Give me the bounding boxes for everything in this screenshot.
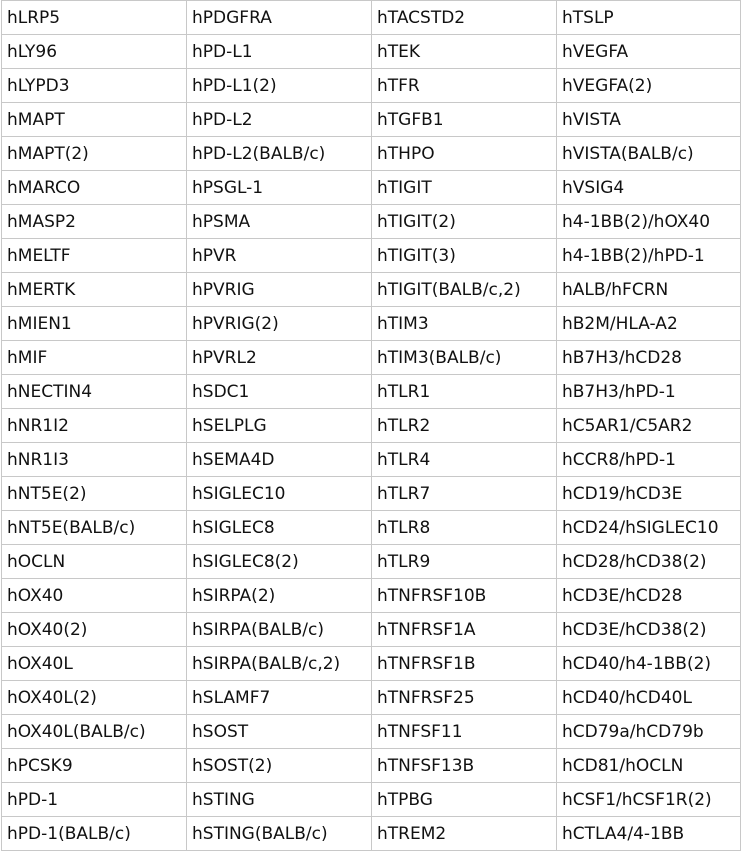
table-row [2,681,741,715]
table-cell: hTHPO [372,137,557,171]
table-row [2,69,741,103]
gene-table [1,0,741,851]
table-cell: hSIGLEC8 [187,511,372,545]
table-cell: hTIGIT(BALB/c,2) [372,273,557,307]
table-row [2,307,741,341]
table-cell: hTIGIT [372,171,557,205]
table-cell: hCD24/hSIGLEC10 [557,511,741,545]
table-cell: hTNFSF11 [372,715,557,749]
table-cell: hLRP5 [2,1,187,35]
table-cell: hPD-L1 [187,35,372,69]
table-row [2,749,741,783]
table-cell: hNT5E(2) [2,477,187,511]
table-row [2,341,741,375]
table-row [2,205,741,239]
table-cell: hCD3E/hCD28 [557,579,741,613]
table-cell: hTNFSF13B [372,749,557,783]
table-cell: hTLR9 [372,545,557,579]
table-row [2,715,741,749]
table-cell: hSTING(BALB/c) [187,817,372,851]
table-cell: hSIRPA(BALB/c,2) [187,647,372,681]
table-cell: hSOST [187,715,372,749]
table-cell: hTNFRSF1B [372,647,557,681]
table-cell: hSIGLEC10 [187,477,372,511]
table-cell: hOX40(2) [2,613,187,647]
table-row [2,545,741,579]
table-cell: hTNFRSF25 [372,681,557,715]
table-cell: hSOST(2) [187,749,372,783]
table-cell: hCD3E/hCD38(2) [557,613,741,647]
table-cell: hPSGL-1 [187,171,372,205]
table-cell: hCCR8/hPD-1 [557,443,741,477]
table-cell: hTLR1 [372,375,557,409]
table-cell: hTPBG [372,783,557,817]
table-cell: hPD-L2(BALB/c) [187,137,372,171]
table-cell: hVISTA(BALB/c) [557,137,741,171]
table-cell: hPVRIG [187,273,372,307]
table-cell: hCD28/hCD38(2) [557,545,741,579]
table-cell: hOX40 [2,579,187,613]
table-cell: hMAPT [2,103,187,137]
table-cell: hLY96 [2,35,187,69]
table-row [2,647,741,681]
table-cell: hTIGIT(2) [372,205,557,239]
table-cell: hLYPD3 [2,69,187,103]
table-cell: hTFR [372,69,557,103]
table-cell: hSEMA4D [187,443,372,477]
table-cell: hMAPT(2) [2,137,187,171]
table-cell: hTGFB1 [372,103,557,137]
table-cell: hMELTF [2,239,187,273]
table-cell: hCD79a/hCD79b [557,715,741,749]
table-cell: hPSMA [187,205,372,239]
table-cell: hMERTK [2,273,187,307]
table-cell: hB7H3/hCD28 [557,341,741,375]
table-row [2,273,741,307]
table-cell: hPCSK9 [2,749,187,783]
table-cell: hMIEN1 [2,307,187,341]
table-cell: h4-1BB(2)/hPD-1 [557,239,741,273]
table-cell: hOCLN [2,545,187,579]
table-row [2,511,741,545]
gene-table-body [2,1,741,851]
table-cell: hNR1I3 [2,443,187,477]
table-cell: hVEGFA(2) [557,69,741,103]
table-cell: hCSF1/hCSF1R(2) [557,783,741,817]
table-cell: hSIRPA(BALB/c) [187,613,372,647]
table-cell: hPDGFRA [187,1,372,35]
table-cell: hSIGLEC8(2) [187,545,372,579]
table-cell: hTLR2 [372,409,557,443]
table-cell: hSELPLG [187,409,372,443]
table-row [2,171,741,205]
table-cell: hB2M/HLA-A2 [557,307,741,341]
table-cell: hSIRPA(2) [187,579,372,613]
table-cell: hPD-L1(2) [187,69,372,103]
table-cell: hOX40L(2) [2,681,187,715]
table-cell: hTREM2 [372,817,557,851]
table-cell: hCD40/hCD40L [557,681,741,715]
table-cell: hNT5E(BALB/c) [2,511,187,545]
table-cell: hOX40L(BALB/c) [2,715,187,749]
table-cell: hTLR7 [372,477,557,511]
table-cell: hTACSTD2 [372,1,557,35]
table-cell: hTIM3 [372,307,557,341]
table-cell: hMASP2 [2,205,187,239]
table-cell: hVSIG4 [557,171,741,205]
table-cell: hTSLP [557,1,741,35]
table-cell: hPD-L2 [187,103,372,137]
table-row [2,375,741,409]
table-row [2,477,741,511]
table-row [2,579,741,613]
table-row [2,409,741,443]
table-cell: hVEGFA [557,35,741,69]
table-cell: hPVRIG(2) [187,307,372,341]
table-cell: hNECTIN4 [2,375,187,409]
table-row [2,613,741,647]
table-cell: hPD-1 [2,783,187,817]
table-cell: hCD40/h4-1BB(2) [557,647,741,681]
table-cell: hTLR8 [372,511,557,545]
table-cell: hTIM3(BALB/c) [372,341,557,375]
table-row [2,137,741,171]
table-cell: hTNFRSF10B [372,579,557,613]
table-cell: hSLAMF7 [187,681,372,715]
table-cell: hALB/hFCRN [557,273,741,307]
table-row [2,1,741,35]
table-row [2,443,741,477]
table-cell: hTNFRSF1A [372,613,557,647]
table-row [2,817,741,851]
table-cell: hTIGIT(3) [372,239,557,273]
table-cell: h4-1BB(2)/hOX40 [557,205,741,239]
table-cell: hCD19/hCD3E [557,477,741,511]
table-cell: hNR1I2 [2,409,187,443]
table-cell: hCTLA4/4-1BB [557,817,741,851]
table-cell: hMARCO [2,171,187,205]
table-cell: hPD-1(BALB/c) [2,817,187,851]
table-row [2,239,741,273]
table-cell: hCD81/hOCLN [557,749,741,783]
table-cell: hOX40L [2,647,187,681]
table-row [2,103,741,137]
table-cell: hSDC1 [187,375,372,409]
table-cell: hVISTA [557,103,741,137]
table-cell: hPVRL2 [187,341,372,375]
table-cell: hTLR4 [372,443,557,477]
table-cell: hPVR [187,239,372,273]
table-row [2,783,741,817]
table-cell: hMIF [2,341,187,375]
table-row [2,35,741,69]
table-cell: hSTING [187,783,372,817]
table-cell: hB7H3/hPD-1 [557,375,741,409]
table-cell: hC5AR1/C5AR2 [557,409,741,443]
table-cell: hTEK [372,35,557,69]
